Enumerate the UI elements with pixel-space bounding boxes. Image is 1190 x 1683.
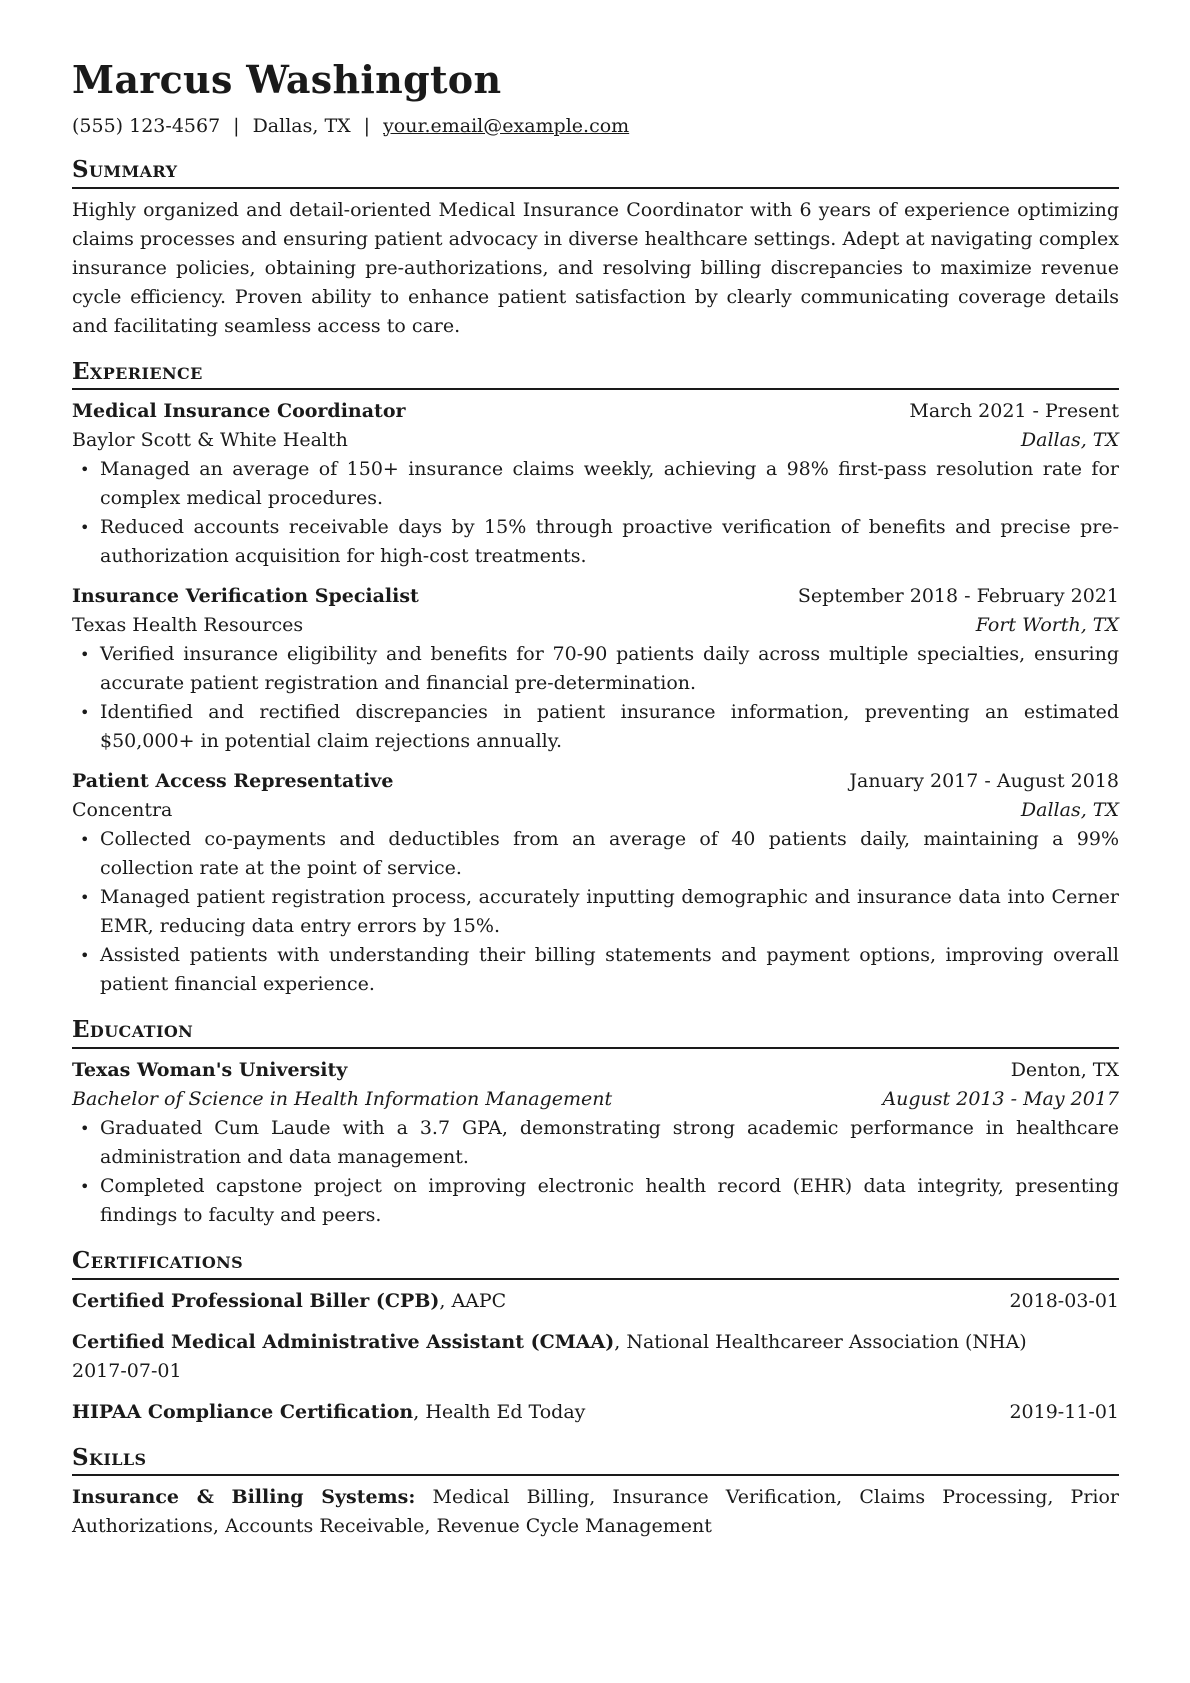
certification-date: 2018-03-01 (1009, 1289, 1119, 1312)
certification-issuer: , National Healthcareer Association (NHA) (614, 1330, 1027, 1353)
certification-name: Certified Medical Administrative Assistant (CMAA) (72, 1330, 615, 1353)
job-bullets (72, 640, 1119, 756)
job-header (72, 397, 1119, 426)
section-title-skills: Skills (72, 1444, 1119, 1477)
certification-date: 2019-11-01 (1009, 1400, 1119, 1423)
job-bullets (72, 825, 1119, 999)
job-entry (72, 397, 1119, 571)
phone-number: (555) 123-4567 (72, 114, 221, 137)
experience-section (72, 358, 1119, 1000)
bullet-item: • Reduced accounts receivable days by 15% through proactive verification of benefits and precise pre-authorization acquisition for high-cost treatments. (100, 513, 1119, 571)
job-entry (72, 582, 1119, 756)
degree-name: Bachelor of Science in Health Information Management (72, 1087, 613, 1110)
job-location: Dallas, TX (1020, 429, 1119, 452)
certification-issuer: , AAPC (439, 1289, 507, 1312)
skills-section (72, 1444, 1119, 1542)
summary-section (72, 156, 1119, 341)
skills-line (72, 1483, 1119, 1541)
bullet-item: • Identified and rectified discrepancies in patient insurance information, preventing an estimated $50,000+ in potential claim rejections annually. (100, 698, 1119, 756)
certification-item (72, 1287, 1119, 1316)
job-title: Insurance Verification Specialist (72, 585, 419, 608)
bullet-item: • Managed an average of 150+ insurance claims weekly, achieving a 98% first-pass resolution rate for complex medical procedures. (100, 455, 1119, 513)
skills-list: Medical Billing, Insurance Verification, Claims Processing, Prior Authorizations, Accounts Receivable, Revenue Cycle Management (72, 1486, 1120, 1538)
bullet-item: • Verified insurance eligibility and benefits for 70-90 patients daily across multiple specialties, ensuring accurate patient registration and financial pre-determination. (100, 640, 1119, 698)
summary-text: Highly organized and detail-oriented Medical Insurance Coordinator with 6 years of experience optimizing claims processes and ensuring patient advocacy in diverse healthcare settings. Adept at navigating complex insurance policies, obtaining pre-authorizations, and resolving billing discrepancies to maximize revenue cycle efficiency. Proven ability to enhance patient satisfaction by clearly communicating coverage details and facilitating seamless access to care. (72, 198, 1119, 337)
section-title-certifications: Certifications (72, 1247, 1119, 1280)
skills-category-label: Insurance & Billing Systems: (72, 1486, 416, 1509)
bullet-item: • Collected co-payments and deductibles from an average of 40 patients daily, maintaining a 99% collection rate at the point of service. (100, 825, 1119, 883)
job-subheader (72, 611, 1119, 640)
certification-issuer: , Health Ed Today (413, 1400, 586, 1423)
certification-name: HIPAA Compliance Certification (72, 1400, 414, 1423)
separator: | (233, 114, 240, 137)
degree-line (72, 1085, 1119, 1114)
email-link[interactable]: your.email@example.com (383, 114, 630, 137)
job-subheader (72, 426, 1119, 455)
job-header (72, 767, 1119, 796)
school-name: Texas Woman's University (72, 1058, 348, 1081)
certifications-section (72, 1247, 1119, 1427)
section-title-experience: Experience (72, 358, 1119, 391)
job-header (72, 582, 1119, 611)
job-dates: January 2017 - August 2018 (849, 770, 1119, 793)
job-title: Patient Access Representative (72, 770, 394, 793)
company-name: Texas Health Resources (72, 614, 304, 637)
job-location: Fort Worth, TX (975, 614, 1119, 637)
company-name: Concentra (72, 799, 173, 822)
job-entry (72, 767, 1119, 999)
section-title-summary: Summary (72, 156, 1119, 189)
section-title-education: Education (72, 1016, 1119, 1049)
bullet-item: • Graduated Cum Laude with a 3.7 GPA, demonstrating strong academic performance in healthcare administration and data management. (100, 1114, 1119, 1172)
certification-item (72, 1328, 1119, 1386)
bullet-item: • Managed patient registration process, accurately inputting demographic and insurance data into Cerner EMR, reducing data entry errors by 15%. (100, 883, 1119, 941)
company-name: Baylor Scott & White Health (72, 429, 348, 452)
job-location: Dallas, TX (1020, 799, 1119, 822)
job-bullets (72, 455, 1119, 571)
school-header (72, 1056, 1119, 1085)
education-bullets (72, 1114, 1119, 1230)
certification-name: Certified Professional Biller (CPB) (72, 1289, 440, 1312)
location: Dallas, TX (252, 114, 351, 137)
certification-date: 2017-07-01 (72, 1359, 182, 1382)
school-location: Denton, TX (1010, 1058, 1119, 1081)
education-section (72, 1016, 1119, 1230)
education-dates: August 2013 - May 2017 (882, 1087, 1119, 1110)
separator: | (363, 114, 371, 137)
bullet-item: • Assisted patients with understanding their billing statements and payment options, improving overall patient financial experience. (100, 941, 1119, 999)
certification-item (72, 1398, 1119, 1427)
bullet-item: • Completed capstone project on improving electronic health record (EHR) data integrity, presenting findings to faculty and peers. (100, 1172, 1119, 1230)
job-dates: September 2018 - February 2021 (797, 585, 1119, 608)
contact-line (72, 113, 1119, 140)
job-dates: March 2021 - Present (909, 400, 1119, 423)
job-title: Medical Insurance Coordinator (72, 400, 406, 423)
candidate-name: Marcus Washington (72, 57, 502, 102)
job-subheader (72, 796, 1119, 825)
